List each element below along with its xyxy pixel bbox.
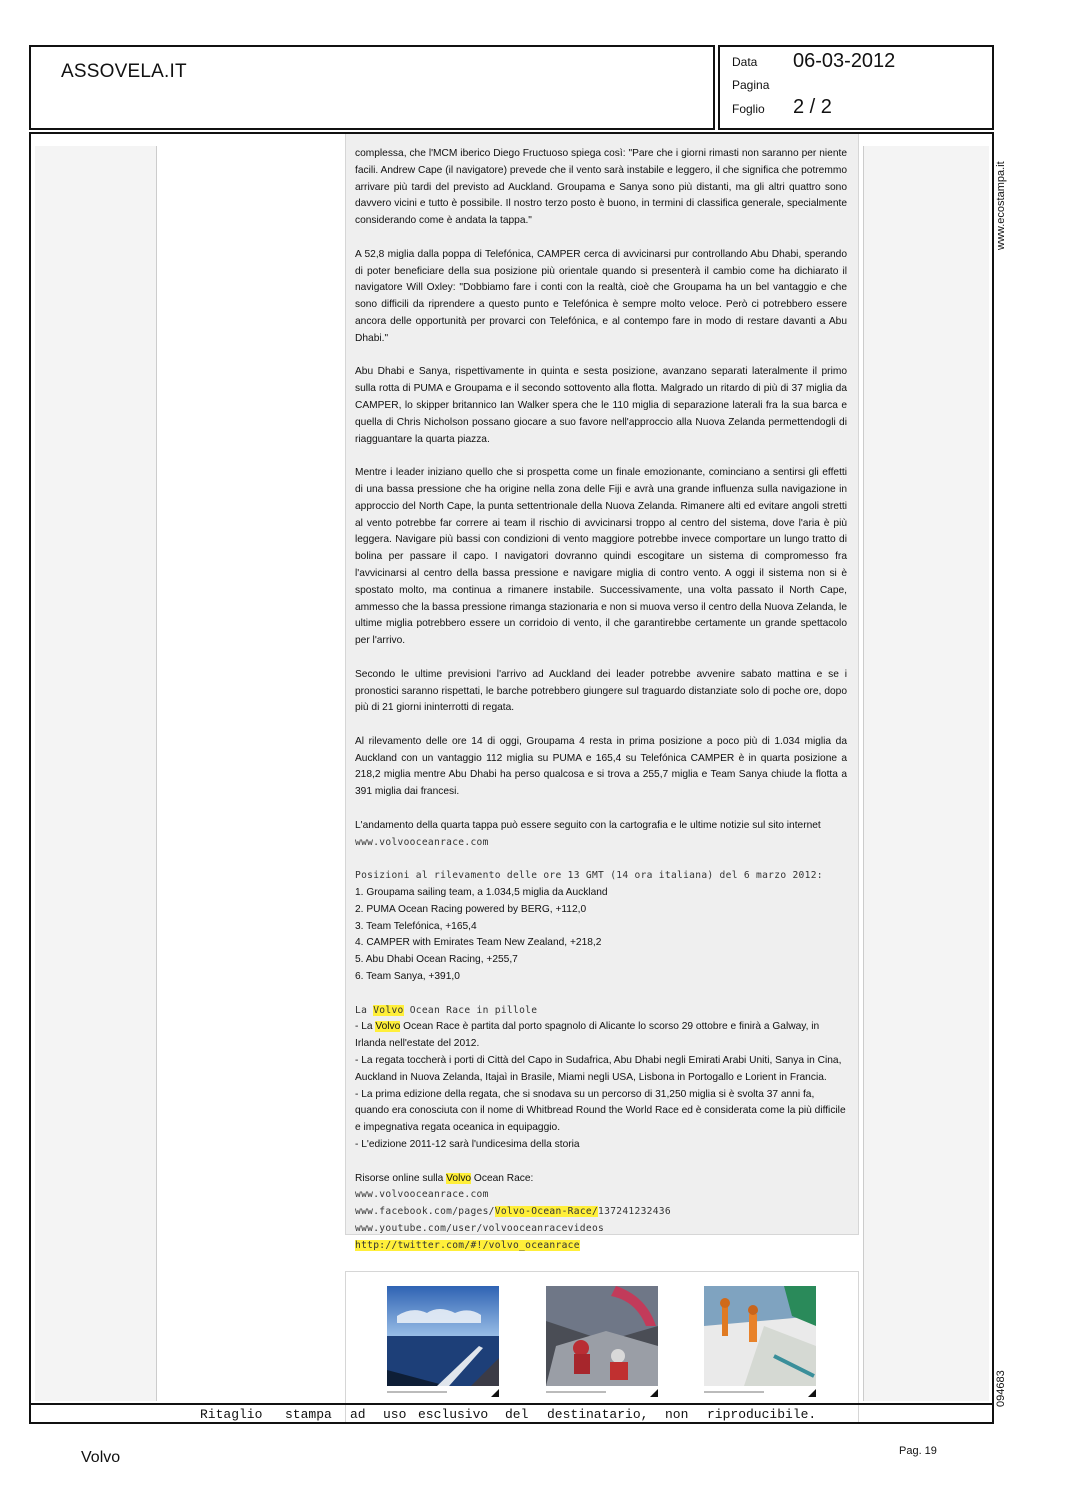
usage-note (29, 1403, 994, 1423)
highlight-volvo: Volvo (373, 1004, 404, 1016)
keyword-label: Volvo (81, 1449, 121, 1466)
usage-note-word: non (665, 1407, 689, 1422)
photo-gallery (345, 1271, 859, 1424)
pills-section (355, 1003, 847, 1154)
page-number: Pag. 19 (899, 1445, 937, 1457)
data-value: 06-03-2012 (793, 50, 896, 72)
usage-note-word: uso (383, 1407, 407, 1422)
article-paragraph: complessa, che l'MCM iberico Diego Fructuoso spiega così: "Pare che i giorni rimasti non saranno per niente facili. Andrew Cape (il navigatore) prevede che il vento sarà instabile e leggero, il che significa che potremmo arrivare più tardi del previsto ad Auckland. Groupama e Sanya sono più distanti, ma gli altri quattro sono davvero vicini e tutto è possibile. Il nostro terzo posto è buono, in termini di classifica generale, specialmente considerando come è andata la tappa." (355, 148, 847, 227)
pagina-label: Pagina (732, 78, 770, 92)
position-item: 1. Groupama sailing team, a 1.034,5 miglia da Auckland (355, 887, 608, 899)
positions-list (355, 868, 847, 986)
photo-thumbnail[interactable] (387, 1286, 499, 1386)
code-watermark: 094683 (995, 1370, 1007, 1407)
left-margin-column (35, 146, 156, 1401)
header-publication-box (29, 45, 715, 130)
position-item: 2. PUMA Ocean Racing powered by BERG, +112,0 (355, 903, 587, 915)
column-divider (863, 146, 864, 1401)
article-body (355, 146, 847, 1271)
position-item: 3. Team Telefónica, +165,4 (355, 920, 477, 932)
right-margin-column (863, 146, 989, 1401)
usage-note-word: del (505, 1407, 529, 1422)
photo-thumbnail[interactable] (704, 1286, 816, 1386)
data-label: Data (732, 55, 758, 69)
pill-item: - La prima edizione della regata, che si snodava su un percorso di 31,250 miglia si è svolta 37 anni fa, quando era conosciuta con il nome di Whitbread Round the World Race ed è considerata come la più difficile e impegnativa regata oceanica in equipaggio. (355, 1088, 846, 1134)
column-divider (156, 146, 157, 1401)
resource-link-youtube[interactable]: www.youtube.com/user/volvooceanracevideos (355, 1223, 605, 1234)
internet-paragraph (355, 818, 847, 852)
usage-note-word: stampa (285, 1407, 332, 1422)
press-clipping (29, 132, 994, 1424)
highlight-volvo: Volvo (375, 1021, 401, 1033)
usage-note-word: riproducibile. (707, 1407, 817, 1422)
resources-title: Risorse online sulla Volvo Ocean Race: (355, 1172, 534, 1184)
usage-note-word: esclusivo (418, 1407, 489, 1422)
pill-item: - La Volvo Ocean Race è partita dal porto spagnolo di Alicante lo scorso 29 ottobre e finirà a Galway, in Irlanda nell'estate del 2012. (355, 1021, 820, 1050)
photo-caption (704, 1389, 816, 1397)
resource-link-twitter[interactable]: http://twitter.com/#!/volvo_oceanrace (355, 1239, 580, 1251)
positions-title: Posizioni al rilevamento delle ore 13 GMT (14 ora italiana) del 6 marzo 2012: (355, 870, 823, 882)
photo-caption (387, 1389, 499, 1397)
usage-note-word: ad (350, 1407, 366, 1422)
photo-thumbnail[interactable] (546, 1286, 658, 1386)
publication-name: ASSOVELA.IT (61, 61, 187, 82)
header-meta-box (718, 45, 994, 130)
position-item: 5. Abu Dhabi Ocean Racing, +255,7 (355, 954, 518, 966)
resource-link-site[interactable]: www.volvooceanrace.com (355, 1189, 489, 1201)
article-paragraph: Secondo le ultime previsioni l'arrivo ad Auckland dei leader potrebbe avvenire sabato mattina e se i pronostici saranno rispettati, le barche potrebbero giungere sul traguardo distanziate solo di poche ore, dopo più di 21 giorni ininterrotti di regata. (355, 668, 847, 714)
position-item: 4. CAMPER with Emirates Team New Zealand, +218,2 (355, 937, 602, 949)
pill-item: - La regata toccherà i porti di Città del Capo in Sudafrica, Abu Dhabi negli Emirati Arabi Uniti, Sanya in Cina, Auckland in Nuova Zelanda, Itajaì in Brasile, Miami negli USA, Lisbona in Portogallo e Lorient in Francia. (355, 1055, 842, 1083)
website-link[interactable]: www.volvooceanrace.com (355, 836, 489, 848)
internet-intro: L'andamento della quarta tappa può essere seguito con la cartografia e le ultime notizie sul sito internet (355, 819, 821, 831)
resources-section (355, 1171, 847, 1255)
highlight-volvo: Volvo (446, 1172, 472, 1184)
foglio-value: 2 / 2 (793, 96, 832, 118)
usage-note-word: Ritaglio (200, 1407, 263, 1422)
article-paragraph: A 52,8 miglia dalla poppa di Telefónica, CAMPER cerca di avvicinarsi pur controllando Abu Dhabi, sperando di poter beneficiare della sua posizione più orientale quando si presenterà il cambio come ha dichiarato il navigatore Will Oxley: "Dobbiamo fare i conti con la realtà, cioè che Groupama ha un bel vantaggio e che sono difficili da riprendere a questo punto e Telefónica è sempre molto veloce. Però ci potrebbero essere ancora delle opportunità per provarci con Telefónica, e al contempo fare in modo di restare davanti a Abu Dhabi." (355, 248, 847, 344)
resource-link-facebook[interactable]: www.facebook.com/pages/Volvo-Ocean-Race/137241232436 (355, 1206, 671, 1218)
article-paragraph: Mentre i leader iniziano quello che si prospetta come un finale emozionante, cominciano a sentirsi gli effetti di una bassa pressione che ha origine nella zona delle Fiji e avrà una grande influenza sulla navigazione in approccio del North Cape, la punta settentrionale della Nuova Zelanda. Rimanere alti ed evitare angoli stretti al vento potrebbe far correre ai team il rischio di avvicinarsi troppo al centro del sistema, dove l'aria è più leggera. Navigare più bassi con condizioni di vento maggiore potrebbe invece comportare un lungo tratto di bolina per passare il capo. I navigatori dovranno quindi escogitare un sistema di compromesso fra l'avvicinarsi al centro della bassa pressione e navigare miglia di contro vento. A oggi il sistema non si è spostato molto, ma continua a rimanere instabile. Successivamente, una volta passato il North Cape, ammesso che la bassa pressione rimanga stazionaria e non si muova verso il centro della Nuova Zelanda, le ultime miglia potrebbero essere un corridoio di vento, il che garantirebbe certamente un grande spettacolo per l'arrivo. (355, 467, 847, 647)
foglio-label: Foglio (732, 102, 765, 116)
article-paragraph: Abu Dhabi e Sanya, rispettivamente in quinta e sesta posizione, avanzano separati lateralmente il primo sulla rotta di PUMA e Groupama e il secondo sottovento alla flotta. Malgrado un ritardo di più di 37 miglia da CAMPER, lo skipper britannico Ian Walker spera che le 110 miglia di separazione laterali fra la sua barca e quella di Chris Nicholson possano giocare a suo favore nell'approccio alla Nuova Zelanda permettendogli di riagguantare la quarta piazza. (355, 366, 847, 445)
pill-item: - L'edizione 2011-12 sarà l'undicesima della storia (355, 1139, 580, 1151)
pills-title: La Volvo Ocean Race in pillole (355, 1004, 538, 1016)
side-watermark: www.ecostampa.it (995, 161, 1007, 250)
position-item: 6. Team Sanya, +391,0 (355, 971, 460, 983)
usage-note-word: destinatario, (547, 1407, 649, 1422)
article-paragraph: Al rilevamento delle ore 14 di oggi, Groupama 4 resta in prima posizione a poco più di 1.034 miglia da Auckland con un vantaggio 112 miglia su PUMA e 165,4 su Telefónica CAMPER è in quarta posizione a 218,2 miglia mentre Abu Dhabi ha perso qualcosa e si trova a 255,7 miglia e Team Sanya chiude la flotta a 391 miglia dai francesi. (355, 735, 847, 798)
photo-caption (546, 1389, 658, 1397)
